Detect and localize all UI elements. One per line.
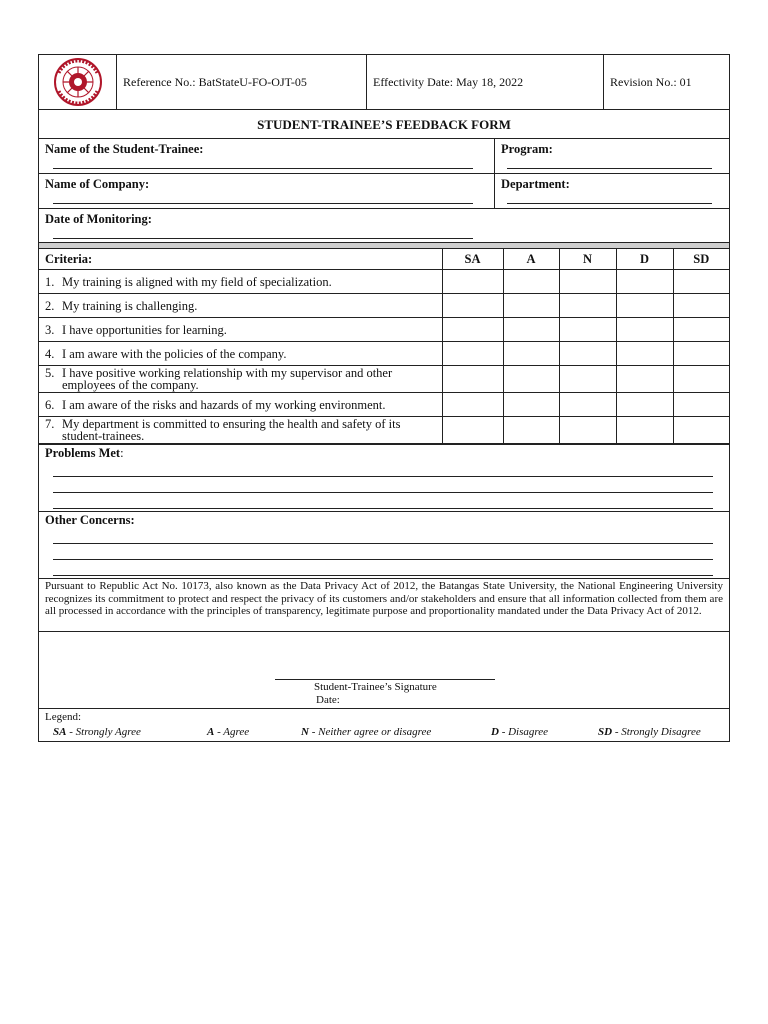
rating-cell-sa[interactable] [442, 366, 503, 393]
criteria-section [39, 249, 729, 445]
rating-cell-d[interactable] [616, 270, 673, 294]
criteria-text: I am aware with the policies of the company. [62, 346, 287, 361]
rating-cell-sa[interactable] [442, 270, 503, 294]
criteria-number: 2. [45, 298, 55, 313]
problems-met-section [39, 445, 729, 512]
problems-line-2[interactable] [53, 492, 713, 493]
legend-item-a: A - Agree [207, 726, 250, 738]
effectivity-date: Effectivity Date: May 18, 2022 [367, 55, 604, 109]
rating-cell-a[interactable] [503, 366, 559, 393]
rating-cell-sa[interactable] [442, 294, 503, 318]
scale-d: D [616, 249, 673, 270]
rating-cell-d[interactable] [616, 393, 673, 417]
criteria-number: 7. [45, 417, 55, 431]
criteria-header: Criteria: [39, 249, 442, 270]
rating-cell-a[interactable] [503, 393, 559, 417]
rating-cell-n[interactable] [559, 270, 616, 294]
criteria-text: I am aware of the risks and hazards of my working environment. [62, 397, 386, 412]
form-title: STUDENT-TRAINEE’S FEEDBACK FORM [39, 110, 729, 139]
concerns-line-1[interactable] [53, 543, 713, 544]
program-label: Program: [501, 142, 553, 156]
rating-cell-d[interactable] [616, 318, 673, 342]
date-monitoring-row [39, 209, 729, 243]
feedback-form [38, 54, 730, 742]
criteria-row [39, 318, 729, 342]
rating-cell-sa[interactable] [442, 318, 503, 342]
name-input-line[interactable] [53, 168, 473, 169]
criteria-table [39, 249, 729, 444]
university-seal-icon [47, 57, 109, 107]
rating-cell-sa[interactable] [442, 417, 503, 444]
signature-date-label: Date: [316, 694, 340, 706]
signature-label: Student-Trainee’s Signature [314, 681, 437, 693]
rating-cell-n[interactable] [559, 294, 616, 318]
problems-met-label: Problems Met [45, 446, 121, 460]
criteria-row [39, 393, 729, 417]
rating-cell-d[interactable] [616, 366, 673, 393]
rating-cell-d[interactable] [616, 294, 673, 318]
criteria-number: 1. [45, 274, 55, 289]
rating-cell-sd[interactable] [673, 393, 729, 417]
problems-line-1[interactable] [53, 476, 713, 477]
criteria-header-row [39, 249, 729, 270]
rating-cell-a[interactable] [503, 318, 559, 342]
scale-sd: SD [673, 249, 729, 270]
scale-sa: SA [442, 249, 503, 270]
legend-section [39, 709, 729, 741]
rating-cell-a[interactable] [503, 342, 559, 366]
company-label: Name of Company: [45, 177, 150, 191]
rating-cell-sd[interactable] [673, 417, 729, 444]
revision-number: Revision No.: 01 [610, 74, 692, 89]
criteria-row [39, 366, 729, 393]
legend-item-n: N - Neither agree or disagree [301, 726, 432, 738]
signature-line[interactable] [275, 679, 495, 680]
name-program-row [39, 139, 729, 174]
date-monitoring-label: Date of Monitoring: [45, 212, 152, 226]
rating-cell-a[interactable] [503, 270, 559, 294]
rating-cell-n[interactable] [559, 318, 616, 342]
rating-cell-sa[interactable] [442, 393, 503, 417]
legend-item-d: D - Disagree [491, 726, 549, 738]
legend-item-sa: SA - Strongly Agree [53, 726, 141, 738]
criteria-text: I have positive working relationship with my supervisor and other employees of the company. [62, 366, 393, 392]
rating-cell-a[interactable] [503, 417, 559, 444]
company-input-line[interactable] [53, 203, 473, 204]
rating-cell-sd[interactable] [673, 294, 729, 318]
rating-cell-sd[interactable] [673, 366, 729, 393]
reference-number: Reference No.: BatStateU-FO-OJT-05 [117, 55, 367, 109]
company-department-row [39, 174, 729, 209]
criteria-row [39, 417, 729, 444]
rating-cell-n[interactable] [559, 366, 616, 393]
criteria-text: My training is challenging. [62, 298, 198, 313]
criteria-number: 4. [45, 346, 55, 361]
criteria-number: 6. [45, 397, 55, 412]
department-label: Department: [501, 177, 570, 191]
concerns-line-3[interactable] [53, 575, 713, 576]
rating-cell-a[interactable] [503, 294, 559, 318]
program-input-line[interactable] [507, 168, 712, 169]
logo-cell [39, 55, 117, 109]
rating-cell-d[interactable] [616, 417, 673, 444]
criteria-text: I have opportunities for learning. [62, 322, 227, 337]
scale-n: N [559, 249, 616, 270]
name-label: Name of the Student-Trainee: [45, 142, 204, 156]
criteria-number: 3. [45, 322, 55, 337]
rating-cell-sa[interactable] [442, 342, 503, 366]
rating-cell-n[interactable] [559, 393, 616, 417]
other-concerns-label: Other Concerns: [45, 513, 135, 527]
criteria-text: My department is committed to ensuring the health and safety of its student-trainees. [62, 417, 401, 443]
rating-cell-n[interactable] [559, 417, 616, 444]
rating-cell-sd[interactable] [673, 270, 729, 294]
rating-cell-n[interactable] [559, 342, 616, 366]
department-input-line[interactable] [507, 203, 712, 204]
problems-line-3[interactable] [53, 508, 713, 509]
rating-cell-sd[interactable] [673, 318, 729, 342]
privacy-notice: Pursuant to Republic Act No. 10173, also known as the Data Privacy Act of 2012, the Batangas State University, the National Engineering University recognizes its commitment to protect and respect the privacy of its customers and/or stakeholders and ensure that all information collected from them are all processed in accordance with the principles of transparency, legitimate purpose and proportionality mandated under the Data Privacy Act of 2012. [39, 579, 729, 632]
rating-cell-d[interactable] [616, 342, 673, 366]
criteria-row [39, 270, 729, 294]
other-concerns-section [39, 512, 729, 579]
legend-item-sd: SD - Strongly Disagree [598, 726, 701, 738]
rating-cell-sd[interactable] [673, 342, 729, 366]
legend-title: Legend: [45, 711, 82, 723]
form-header [39, 55, 729, 110]
concerns-line-2[interactable] [53, 559, 713, 560]
criteria-row [39, 294, 729, 318]
scale-a: A [503, 249, 559, 270]
criteria-text: My training is aligned with my field of specialization. [62, 274, 332, 289]
criteria-number: 5. [45, 366, 55, 380]
problems-met-colon: : [120, 446, 124, 460]
criteria-row [39, 342, 729, 366]
date-monitoring-input-line[interactable] [53, 238, 473, 239]
signature-section [39, 632, 729, 709]
